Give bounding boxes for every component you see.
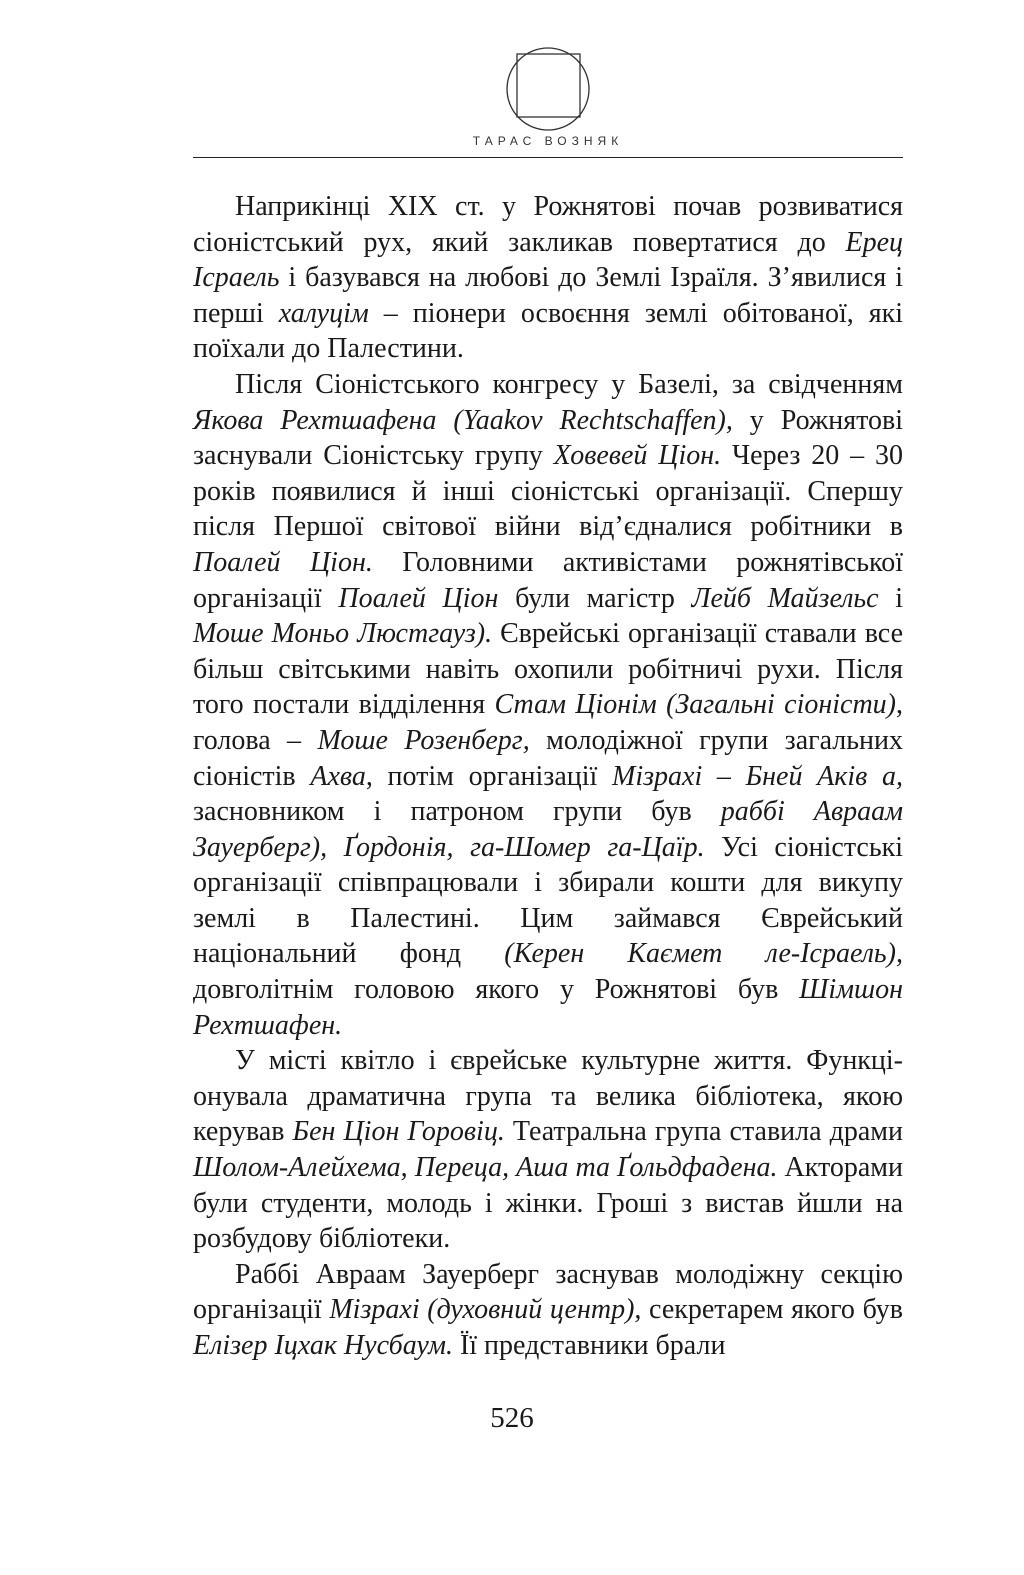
- text-run: , голова –: [193, 689, 903, 756]
- paragraph: [193, 189, 903, 367]
- text-run: і базувався на любові до Землі Ізраїля. З’явилися і перші: [193, 262, 903, 329]
- running-head: ТАРАС ВОЗНЯК: [472, 134, 624, 148]
- paragraph: [193, 1257, 903, 1364]
- text-run: Її представники брали: [452, 1330, 726, 1361]
- italic-run: Ховевей Ціон.: [553, 440, 722, 472]
- italic-run: Поалей Ціон.: [193, 546, 373, 578]
- italic-run: халуцім: [278, 297, 369, 329]
- text-run: Акторами були студенти, молодь і жінки. Гроші з вистав йшли на розбудову бібліотеки.: [193, 1152, 903, 1255]
- italic-run: Елізер Іцхак Нусбаум.: [193, 1330, 453, 1361]
- italic-run: Якова Рехтшафена (Yaakov Rechtschaffen),: [193, 404, 733, 436]
- italic-run: Стам Ціонім (Загальні сіоністи): [494, 689, 896, 721]
- text-run: Наприкінці XIX ст. у Рожнятові почав розвиватися сіоністський рух, який закликав повертатися до: [193, 191, 903, 258]
- text-run: Раббі Авраам Зауерберг заснував молодіжну секцію організації: [193, 1258, 903, 1326]
- text-run: і: [878, 582, 903, 614]
- italic-run: Бен Ціон Горовіц.: [292, 1116, 505, 1148]
- italic-run: (Керен Каємет ле-Ісраель),: [504, 938, 903, 970]
- text-run: молодіжної групи загальних сіоністів: [193, 724, 903, 792]
- paragraph: [193, 367, 903, 1043]
- text-run: , потім організації: [365, 760, 612, 792]
- italic-run: Поалей Ціон: [338, 582, 499, 614]
- text-run: – піонери освоєння землі обітованої, які поїхали до Палестини.: [193, 297, 903, 365]
- italic-run: Шімшон Рехтшафен.: [193, 974, 903, 1041]
- text-run: довголітнім головою якого у Рожнятові був: [193, 974, 800, 1006]
- header-rule: [193, 157, 903, 158]
- paragraph: [193, 1043, 903, 1257]
- italic-run: Моше Розенберг,: [317, 724, 530, 756]
- text-run: Театральна група ставила драми: [504, 1116, 904, 1148]
- circle-square-emblem-icon: [505, 46, 591, 132]
- italic-run: Мізрахі (духовний центр),: [329, 1294, 642, 1326]
- page-number: 526: [490, 1402, 534, 1434]
- text-run: У місті квітло і єврейське культурне життя. Функціонувала драматична група та велика бібліотека, якою керував: [193, 1045, 903, 1148]
- text-run: Усі сіоністські організації співпрацювали і збирали кошти для викупу землі в Палестині. Цим займався Єврейський національний фонд: [193, 831, 903, 970]
- text-run: секретарем якого був: [641, 1294, 903, 1326]
- text-run: у Рожнятові заснували Сіоністську групу: [193, 404, 903, 472]
- italic-run: раббі Авраам Зауерберг), Ґордонія, га-Шомер га-Цаїр.: [193, 796, 903, 863]
- italic-run: Шолом-Алейхема, Переца, Аша та Ґольдфадена.: [193, 1152, 778, 1184]
- italic-run: Мізрахі – Бней Аків а,: [612, 760, 903, 792]
- italic-run: Ерец Ісраель: [193, 226, 903, 294]
- italic-run: Ахва: [310, 760, 366, 792]
- text-run: Головними активістами рожнятівської організації: [193, 546, 903, 614]
- text-run: Після Сіоністського конгресу у Базелі, за свідченням: [235, 368, 903, 400]
- text-run: Єврейські організації ставали все більш світськими навіть охопили робітничі рухи. Після того постали відділення: [193, 618, 903, 721]
- text-run: Через 20 – 30 років появилися й інші сіоністські організації. Спершу після Першої світової війни від’єдналися робітники в: [193, 440, 903, 543]
- body-text: [193, 189, 903, 1364]
- text-run: засновником і патроном групи був: [193, 796, 721, 828]
- italic-run: Лейб Майзельс: [691, 582, 879, 614]
- italic-run: Моше Моньо Люстгауз).: [193, 618, 493, 650]
- text-run: були магістр: [498, 582, 692, 614]
